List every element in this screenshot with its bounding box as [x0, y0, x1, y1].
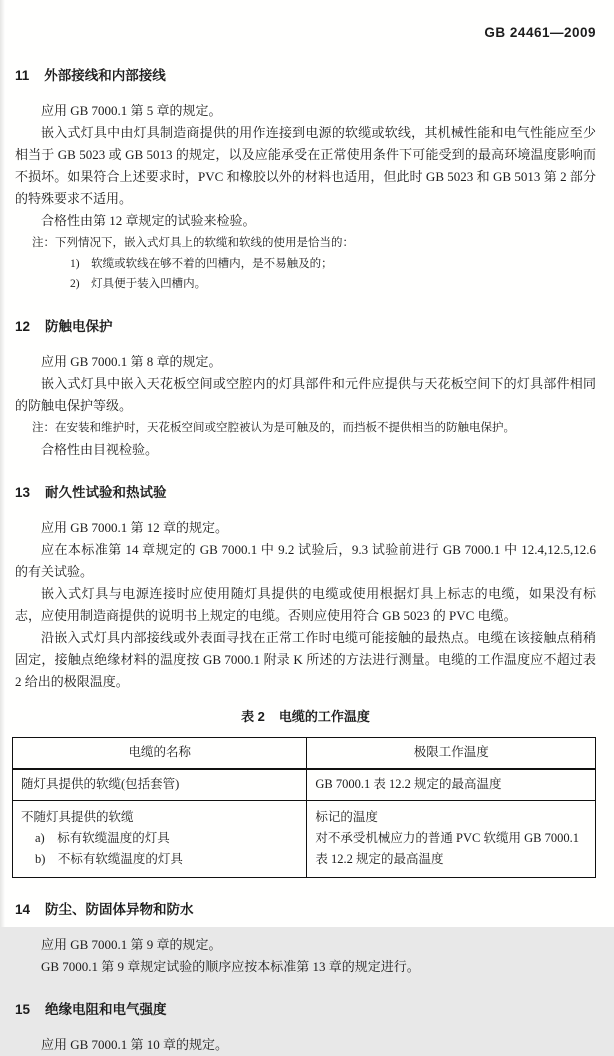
table-row	[13, 801, 596, 878]
table-row	[13, 769, 596, 801]
table-2-body	[13, 769, 596, 878]
paragraph: 应用 GB 7000.1 第 9 章的规定。	[41, 937, 222, 952]
section-14	[15, 901, 596, 978]
table-cell-limit-temp	[307, 801, 596, 878]
column-header-cable-name: 电缆的名称	[13, 738, 307, 770]
section-number: 11	[15, 68, 30, 83]
paragraph: 应用 GB 7000.1 第 5 章的规定。	[41, 103, 222, 118]
section-title: 防尘、防固体异物和防水	[45, 902, 194, 917]
section-number: 12	[15, 318, 31, 334]
note-text: 注：下列情况下，嵌入式灯具上的软缆和软线的使用是恰当的：	[32, 237, 354, 249]
section-title: 耐久性试验和热试验	[45, 485, 167, 500]
table-caption-label: 表 2	[241, 709, 265, 724]
table-caption	[15, 706, 596, 728]
cell-line: a) 标有软缆温度的灯具	[35, 831, 170, 845]
paragraph: 合格性由第 12 章规定的试验来检验。	[41, 213, 256, 228]
section-14-heading	[15, 901, 596, 919]
section-number: 15	[15, 1002, 31, 1017]
cell-line: 不随灯具提供的软缆	[21, 810, 134, 824]
note-item: 1) 软缆或软线在够不着的凹槽内，是不易触及的；	[70, 257, 333, 270]
section-15-heading	[15, 1001, 596, 1019]
standard-number: GB 24461—2009	[484, 25, 596, 40]
table-2	[12, 737, 596, 878]
cell-line: b) 不标有软缆温度的灯具	[35, 852, 183, 866]
section-title: 外部接线和内部接线	[44, 68, 166, 83]
section-13-heading	[15, 484, 596, 502]
section-11-heading	[15, 67, 596, 85]
section-11	[15, 67, 596, 295]
section-15	[15, 1001, 596, 1056]
table-header-row	[13, 738, 596, 770]
section-number: 13	[15, 485, 31, 500]
paragraph: 应在本标准第 14 章规定的 GB 7000.1 中 9.2 试验后，9.3 试验前进行 GB 7000.1 中 12.4,12.5,12.6 的有关试验。	[15, 542, 596, 579]
section-13	[15, 484, 596, 878]
note-block	[32, 233, 596, 295]
column-header-limit-temp: 极限工作温度	[307, 738, 596, 770]
note-text: 注：在安装和维护时，天花板空间或空腔被认为是可触及的，而挡板不提供相当的防触电保护。	[32, 421, 515, 434]
table-cell-cable-name: 随灯具提供的软缆(包括套管)	[13, 769, 307, 801]
paragraph: 应用 GB 7000.1 第 8 章的规定。	[41, 353, 222, 369]
cell-line: 标记的温度	[315, 810, 378, 824]
section-12	[15, 318, 596, 462]
paragraph: 嵌入式灯具中由灯具制造商提供的用作连接到电源的软缆或软线，其机械性能和电气性能应至少相当于 GB 5023 或 GB 5013 的规定，以及应能承受在正常使用条件下可能受到的最高环境温度影响而不损坏。如果符合上述要求时，PVC 和橡胶以外的材料也适用，但此时 GB 5023 和 GB 5013 第 2 部分的特殊要求不适用。	[15, 125, 596, 206]
cell-line: 对不承受机械应力的普通 PVC 软缆用 GB 7000.1 表 12.2 规定的最高温度	[315, 831, 579, 866]
paragraph: 应用 GB 7000.1 第 12 章的规定。	[41, 520, 229, 535]
table-2-header	[13, 738, 596, 770]
paragraph: 嵌入式灯具中嵌入天花板空间或空腔内的灯具部件和元件应提供与天花板空间下的灯具部件相同的防触电保护等级。	[15, 375, 596, 413]
table-caption-title: 电缆的工作温度	[278, 709, 370, 724]
paragraph: 沿嵌入式灯具内部接线或外表面寻找在正常工作时电缆可能接触的最热点。电缆在该接触点稍稍固定，接触点绝缘材料的温度按 GB 7000.1 附录 K 所述的方法进行测量。电缆的工作温度应不超过表 2 给出的极限温度。	[15, 630, 596, 689]
section-number: 14	[15, 902, 31, 917]
paragraph: 应用 GB 7000.1 第 10 章的规定。	[41, 1037, 229, 1052]
paragraph: GB 7000.1 第 9 章规定试验的顺序应按本标准第 13 章的规定进行。	[41, 959, 420, 974]
section-title: 绝缘电阻和电气强度	[45, 1002, 167, 1017]
page-header	[15, 22, 596, 44]
note-item: 2) 灯具便于装入凹槽内。	[70, 278, 207, 290]
section-title: 防触电保护	[45, 318, 113, 334]
paragraph: 嵌入式灯具与电源连接时应使用随灯具提供的电缆或使用根据灯具上标志的电缆，如果没有标志，应使用制造商提供的说明书上规定的电缆。否则应使用符合 GB 5023 的 PVC 电缆。	[15, 586, 596, 623]
table-cell-cable-name	[13, 801, 307, 878]
table-cell-limit-temp: GB 7000.1 表 12.2 规定的最高温度	[307, 769, 596, 801]
paragraph: 合格性由目视检验。	[41, 442, 159, 457]
section-12-heading	[15, 318, 596, 336]
note-block	[32, 418, 596, 439]
